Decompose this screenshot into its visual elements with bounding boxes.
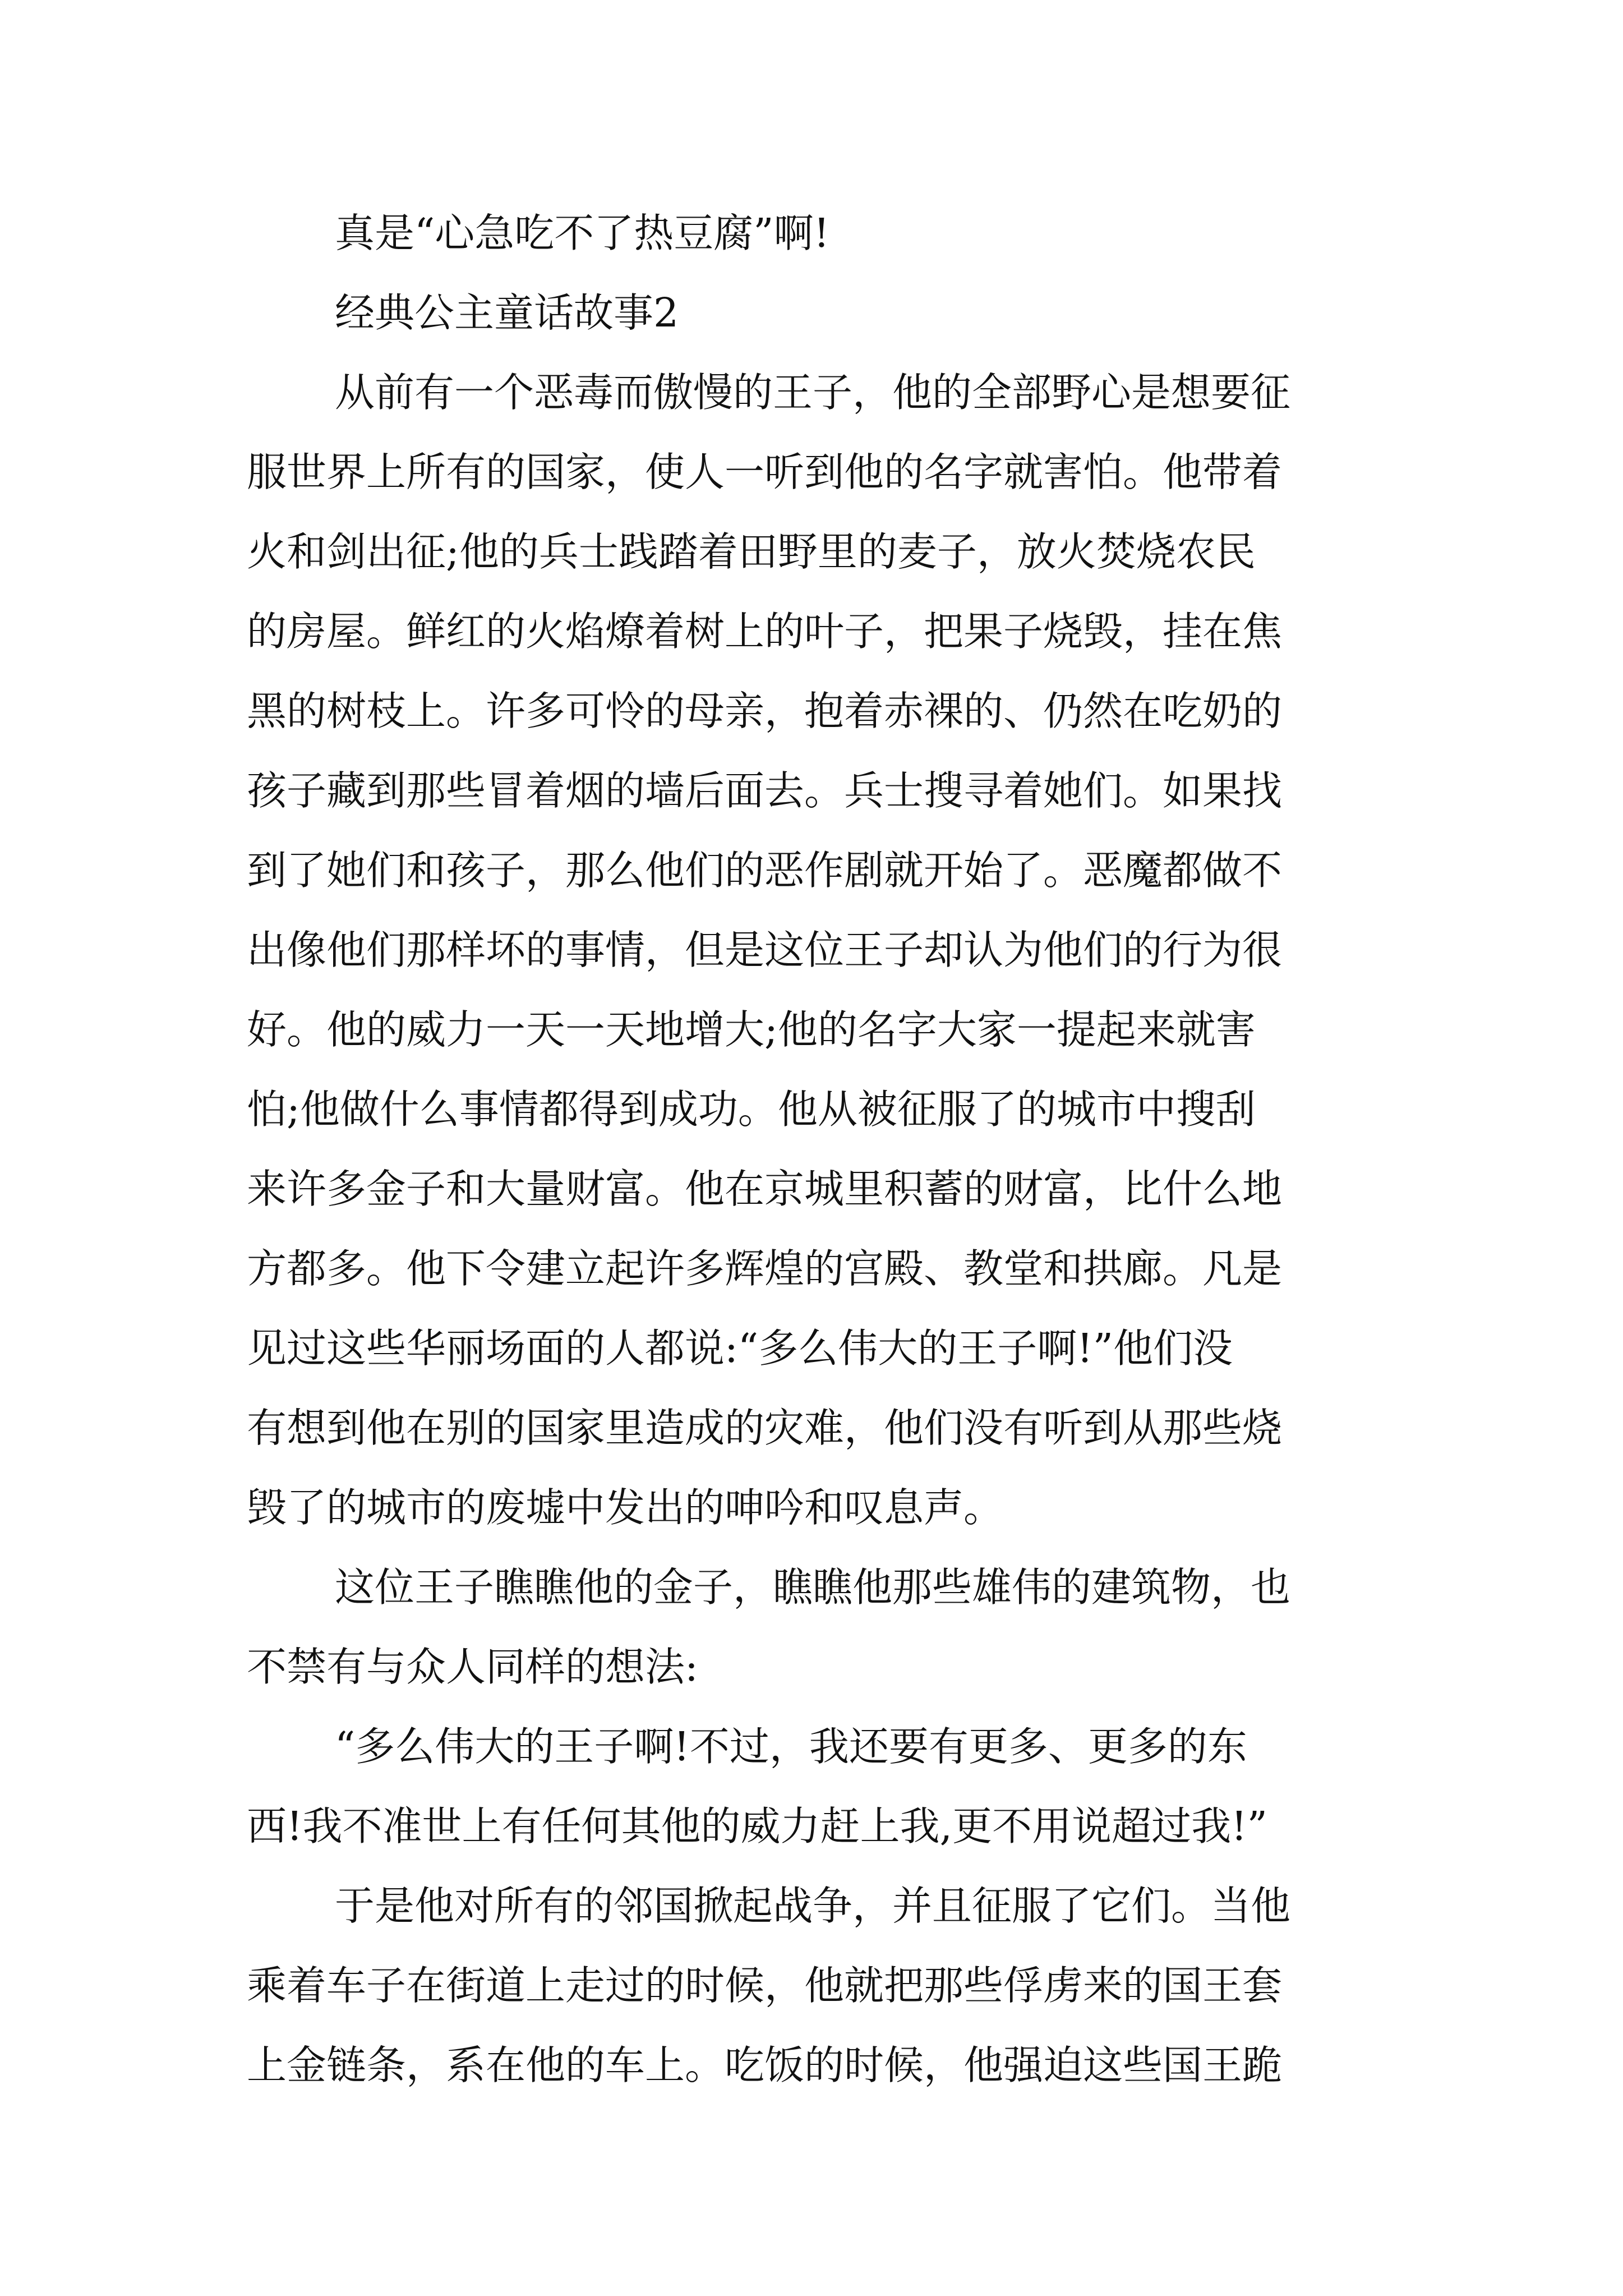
text-line: 到了她们和孩子，那么他们的恶作剧就开始了。恶魔都做不 xyxy=(247,847,1283,894)
text-line: 于是他对所有的邻国掀起战争，并且征服了它们。当他 xyxy=(335,1883,1291,1929)
text-line: 有想到他在别的国家里造成的灾难，他们没有听到从那些烧 xyxy=(247,1405,1283,1451)
text-line: 服世界上所有的国家，使人一听到他的名字就害怕。他带着 xyxy=(247,449,1283,495)
text-line: 从前有一个恶毒而傲慢的王子，他的全部野心是想要征 xyxy=(335,369,1291,416)
text-line: 不禁有与众人同样的想法: xyxy=(247,1644,698,1690)
text-line: 怕;他做什么事情都得到成功。他从被征服了的城市中搜刮 xyxy=(247,1086,1256,1133)
text-line: 乘着车子在街道上走过的时候，他就把那些俘虏来的国王套 xyxy=(247,1962,1283,2009)
text-line: 黑的树枝上。许多可怜的母亲，抱着赤裸的、仍然在吃奶的 xyxy=(247,688,1283,734)
text-line: 孩子藏到那些冒着烟的墙后面去。兵士搜寻着她们。如果找 xyxy=(247,767,1283,814)
text-line: 的房屋。鲜红的火焰燎着树上的叶子，把果子烧毁，挂在焦 xyxy=(247,608,1283,655)
text-line: 上金链条，系在他的车上。吃饭的时候，他强迫这些国王跪 xyxy=(247,2042,1283,2088)
text-line: 这位王子瞧瞧他的金子，瞧瞧他那些雄伟的建筑物，也 xyxy=(335,1564,1291,1611)
text-line: 真是“心急吃不了热豆腐”啊! xyxy=(335,210,830,256)
text-line: 方都多。他下令建立起许多辉煌的宫殿、教堂和拱廊。凡是 xyxy=(247,1245,1283,1292)
text-line: 见过这些华丽场面的人都说:“多么伟大的王子啊!”他们没 xyxy=(247,1325,1233,1372)
text-line: 好。他的威力一天一天地增大;他的名字大家一提起来就害 xyxy=(247,1006,1256,1053)
text-line: 出像他们那样坏的事情，但是这位王子却认为他们的行为很 xyxy=(247,927,1283,973)
text-line: 来许多金子和大量财富。他在京城里积蓄的财富，比什么地 xyxy=(247,1166,1283,1212)
text-line: 西!我不准世上有任何其他的威力赶上我,更不用说超过我!” xyxy=(247,1803,1267,1849)
text-line: 毁了的城市的废墟中发出的呻吟和叹息声。 xyxy=(247,1484,1004,1531)
section-heading: 经典公主童话故事2 xyxy=(335,289,679,336)
text-line: 火和剑出征;他的兵士践踏着田野里的麦子，放火焚烧农民 xyxy=(247,528,1256,575)
text-line: “多么伟大的王子啊!不过，我还要有更多、更多的东 xyxy=(335,1723,1247,1770)
